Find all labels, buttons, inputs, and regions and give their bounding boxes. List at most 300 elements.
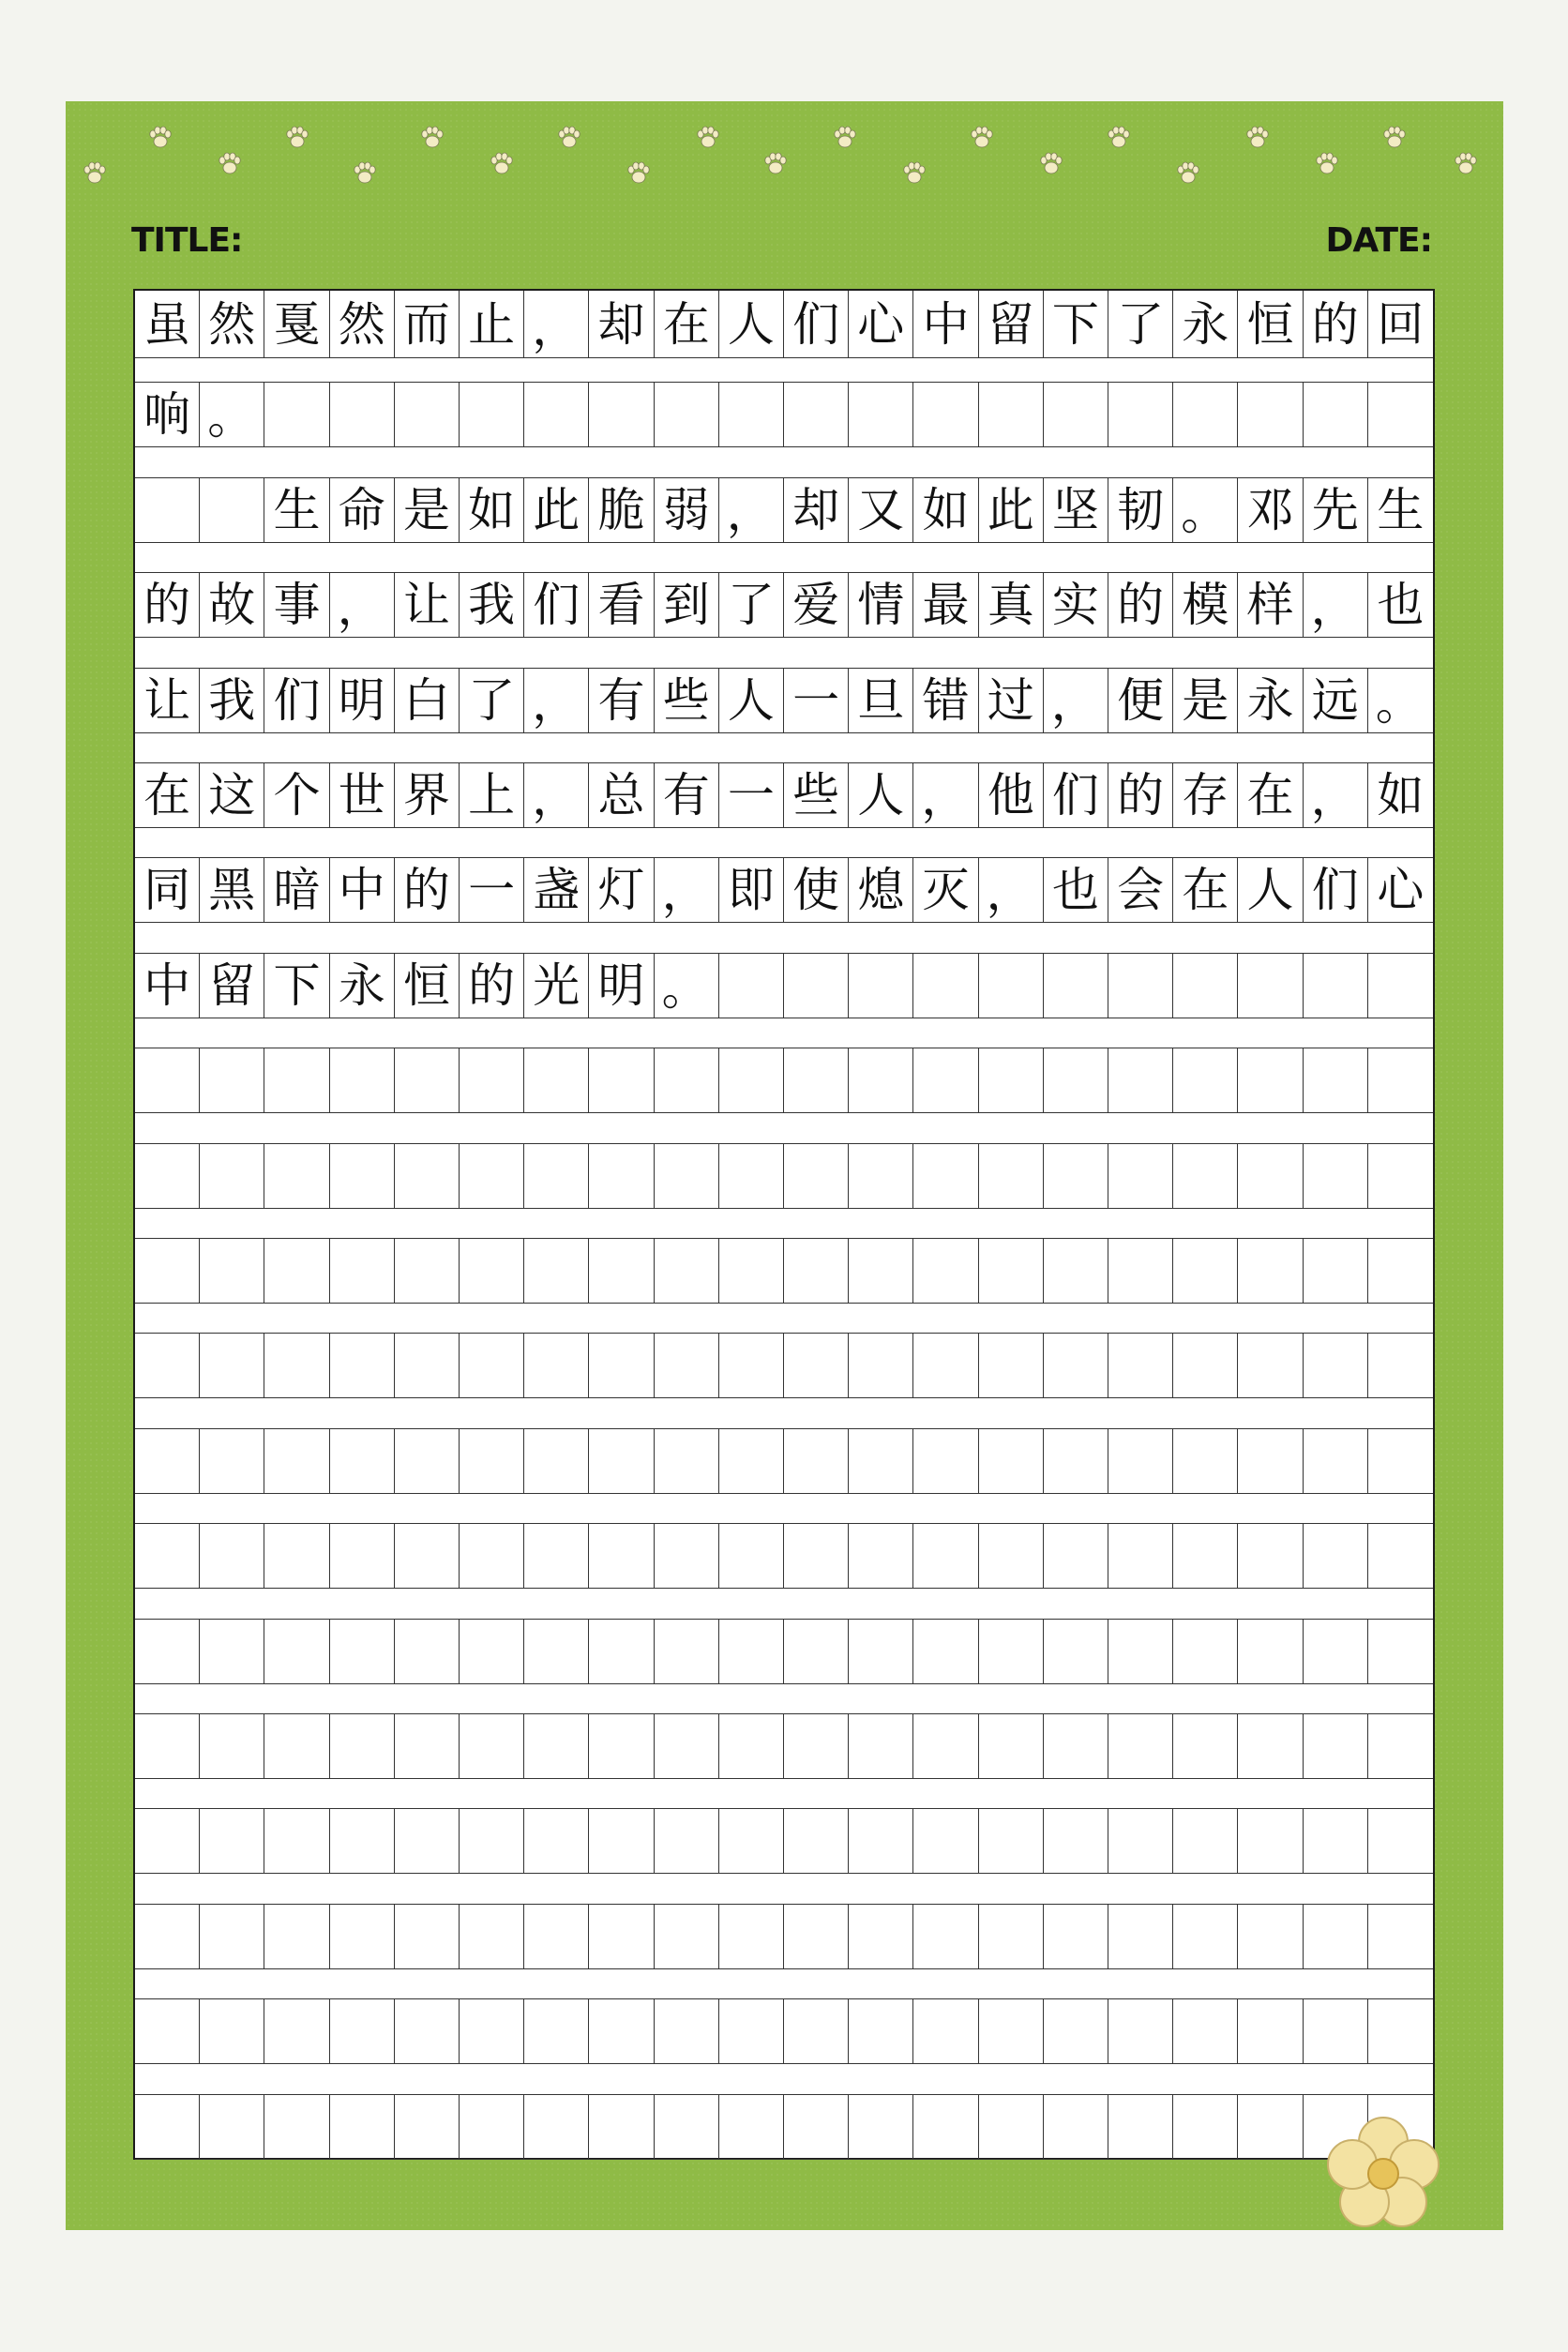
grid-cell (330, 1524, 395, 1588)
grid-cell (264, 1144, 329, 1208)
grid-cell (655, 1714, 719, 1778)
grid-cell (849, 1809, 913, 1873)
grid-cell (395, 1144, 460, 1208)
grid-cell (1368, 1048, 1433, 1112)
grid-cell: 有 (655, 763, 719, 827)
grid-cell (330, 1334, 395, 1397)
grid-cell: 。 (1375, 675, 1423, 731)
grid-cell (1108, 1239, 1173, 1303)
grid-cell (979, 1334, 1044, 1397)
grid-cell: ， (913, 763, 978, 827)
grid-cell (460, 383, 524, 446)
grid-cell (655, 2095, 719, 2159)
grid-cell (719, 1809, 784, 1873)
grid-cell: 明 (330, 669, 395, 732)
grid-cell (524, 1714, 589, 1778)
grid-cell: 们 (524, 573, 589, 637)
grid-cell (1044, 954, 1108, 1018)
grid-cell (524, 383, 589, 446)
grid-cell (589, 1714, 654, 1778)
grid-cell (1173, 1048, 1238, 1112)
grid-cell (200, 1144, 264, 1208)
grid-cell (1173, 1999, 1238, 2063)
grid-cell: 远 (1304, 669, 1368, 732)
grid-cell (135, 1048, 200, 1112)
grid-cell (1368, 954, 1433, 1018)
grid-cell (264, 383, 329, 446)
grid-cell: 让 (135, 669, 200, 732)
grid-row (135, 762, 1433, 828)
grid-cell: 明 (589, 954, 654, 1018)
grid-cell: 们 (1044, 763, 1108, 827)
grid-cell: 在 (135, 763, 200, 827)
grid-cell (200, 1334, 264, 1397)
grid-cell (1368, 1999, 1433, 2063)
grid-cell: 下 (264, 954, 329, 1018)
grid-cell (1108, 1809, 1173, 1873)
grid-cell (460, 1999, 524, 2063)
grid-cell (784, 1524, 849, 1588)
grid-cell (1304, 1048, 1368, 1112)
grid-cell (330, 1144, 395, 1208)
grid-cell (1044, 1239, 1108, 1303)
grid-cell (913, 1144, 978, 1208)
paw-icon (694, 124, 722, 152)
grid-cell (395, 1714, 460, 1778)
grid-cell: 了 (1108, 291, 1173, 357)
grid-cell (979, 954, 1044, 1018)
grid-cell (330, 1620, 395, 1683)
grid-cell (719, 1620, 784, 1683)
grid-cell (1238, 1048, 1303, 1112)
grid-cell: ， (330, 573, 395, 637)
grid-cell: 我 (460, 573, 524, 637)
grid-cell (913, 1239, 978, 1303)
grid-cell: 却 (589, 291, 654, 357)
paw-icon (488, 150, 516, 178)
grid-cell (589, 1524, 654, 1588)
grid-cell: 了 (460, 669, 524, 732)
grid-cell (200, 1999, 264, 2063)
grid-cell: 的 (1304, 291, 1368, 357)
grid-cell: 实 (1044, 573, 1108, 637)
grid-cell (784, 1048, 849, 1112)
grid-row (135, 1048, 1433, 1113)
grid-cell (330, 1239, 395, 1303)
grid-cell (1304, 954, 1368, 1018)
paw-icon (283, 124, 311, 152)
grid-cell (1108, 1714, 1173, 1778)
grid-cell (264, 1334, 329, 1397)
grid-cell (1368, 1809, 1433, 1873)
grid-cell: 的 (135, 573, 200, 637)
grid-cell: 留 (979, 291, 1044, 357)
grid-cell (1173, 1239, 1238, 1303)
grid-row (135, 477, 1433, 543)
grid-cell: 恒 (1238, 291, 1303, 357)
grid-cell: 的 (1108, 573, 1173, 637)
grid-cell (655, 1334, 719, 1397)
grid-cell: 一 (460, 858, 524, 922)
grid-cell (1173, 1714, 1238, 1778)
grid-cell: 生 (1377, 482, 1425, 537)
grid-cell (719, 1239, 784, 1303)
grid-cell (719, 1905, 784, 1968)
grid-cell: 邓 (1238, 478, 1303, 542)
grid-cell (1238, 1999, 1303, 2063)
grid-cell (330, 1429, 395, 1493)
grid-cell (460, 1334, 524, 1397)
grid-cell (979, 1144, 1044, 1208)
grid-cell (1108, 954, 1173, 1018)
grid-cell: 同 (135, 858, 200, 922)
grid-cell: 一 (719, 763, 784, 827)
grid-cell: 便 (1108, 669, 1173, 732)
paw-icon (216, 150, 244, 178)
grid-cell (655, 1524, 719, 1588)
grid-cell: ， (524, 669, 589, 732)
grid-cell: 世 (330, 763, 395, 827)
grid-cell: 坚 (1044, 478, 1108, 542)
grid-cell: 存 (1173, 763, 1238, 827)
grid-cell (1108, 383, 1173, 446)
grid-row (135, 1143, 1433, 1209)
grid-cell (589, 1239, 654, 1303)
grid-row (135, 572, 1433, 638)
grid-cell: 们 (784, 291, 849, 357)
grid-cell: 。 (1173, 478, 1238, 542)
paw-icon (1037, 150, 1065, 178)
grid-row (135, 1904, 1433, 1969)
grid-cell (1238, 1809, 1303, 1873)
grid-cell (395, 1239, 460, 1303)
grid-cell (913, 1048, 978, 1112)
grid-cell (1238, 954, 1303, 1018)
grid-cell: 暗 (264, 858, 329, 922)
grid-cell: 的 (460, 954, 524, 1018)
grid-cell: 会 (1108, 858, 1173, 922)
grid-cell (460, 1714, 524, 1778)
grid-cell (849, 1999, 913, 2063)
grid-cell (395, 1048, 460, 1112)
paw-icon (625, 159, 653, 188)
grid-cell (849, 1334, 913, 1397)
grid-cell: 。 (200, 383, 264, 446)
grid-cell (784, 1620, 849, 1683)
grid-cell (395, 1620, 460, 1683)
grid-cell: 过 (979, 669, 1044, 732)
grid-cell (1173, 1429, 1238, 1493)
grid-cell (524, 1999, 589, 2063)
grid-cell: 也 (1377, 578, 1425, 633)
grid-cell: 看 (589, 573, 654, 637)
grid-cell (849, 1144, 913, 1208)
grid-cell: 永 (1238, 669, 1303, 732)
grid-cell (524, 2095, 589, 2159)
grid-cell (913, 1524, 978, 1588)
grid-cell (1044, 1905, 1108, 1968)
grid-cell (1304, 1999, 1368, 2063)
grid-cell (135, 1239, 200, 1303)
grid-cell (1238, 1334, 1303, 1397)
grid-cell: ， (655, 858, 719, 922)
grid-cell (913, 383, 978, 446)
grid-cell: 中 (135, 954, 200, 1018)
grid-cell (1173, 1620, 1238, 1683)
grid-cell (460, 1905, 524, 1968)
grid-cell (1368, 1620, 1433, 1683)
grid-cell (1108, 1905, 1173, 1968)
grid-cell (589, 1334, 654, 1397)
grid-cell: 此 (524, 478, 589, 542)
grid-cell: ， (719, 478, 784, 542)
grid-cell: 人 (719, 669, 784, 732)
grid-cell (1044, 1144, 1108, 1208)
grid-cell: 上 (460, 763, 524, 827)
grid-cell (135, 1905, 200, 1968)
grid-cell (200, 1620, 264, 1683)
grid-cell (784, 2095, 849, 2159)
grid-row (135, 1713, 1433, 1779)
grid-cell: 灯 (589, 858, 654, 922)
grid-cell (524, 1239, 589, 1303)
grid-cell (330, 1048, 395, 1112)
grid-cell (460, 1620, 524, 1683)
grid-cell: 下 (1044, 291, 1108, 357)
grid-row (135, 668, 1433, 733)
grid-cell (589, 1809, 654, 1873)
grid-cell (655, 1048, 719, 1112)
grid-cell (460, 1048, 524, 1112)
grid-cell (330, 1809, 395, 1873)
grid-cell: ， (979, 858, 1044, 922)
grid-cell (264, 1239, 329, 1303)
paw-icon (1380, 124, 1409, 152)
grid-cell (524, 1048, 589, 1112)
grid-cell: 这 (200, 763, 264, 827)
grid-cell (719, 1144, 784, 1208)
grid-cell (1368, 1524, 1433, 1588)
grid-cell (589, 1048, 654, 1112)
grid-cell (849, 383, 913, 446)
grid-cell: ， (524, 291, 589, 357)
grid-cell: 们 (1304, 858, 1368, 922)
grid-row (135, 1238, 1433, 1304)
grid-cell (1044, 1048, 1108, 1112)
title-label: TITLE: (131, 221, 243, 260)
grid-cell: 事 (264, 573, 329, 637)
grid-cell (719, 1429, 784, 1493)
grid-cell (913, 1714, 978, 1778)
grid-cell (395, 1524, 460, 1588)
grid-cell (135, 1524, 200, 1588)
paw-icon (968, 124, 996, 152)
grid-cell (1304, 1620, 1368, 1683)
grid-cell (1368, 1334, 1433, 1397)
grid-cell: 如 (913, 478, 978, 542)
grid-cell (589, 383, 654, 446)
grid-cell (1108, 1048, 1173, 1112)
grid-cell (1173, 383, 1238, 446)
grid-cell: 白 (395, 669, 460, 732)
grid-cell: 中 (913, 291, 978, 357)
grid-cell (135, 1714, 200, 1778)
grid-cell (330, 2095, 395, 2159)
grid-cell (460, 2095, 524, 2159)
grid-cell (264, 1620, 329, 1683)
grid-cell (395, 1809, 460, 1873)
grid-cell: 生 (264, 478, 329, 542)
grid-cell (849, 1429, 913, 1493)
grid-cell (395, 383, 460, 446)
paw-icon (555, 124, 583, 152)
grid-cell (395, 1429, 460, 1493)
grid-cell (589, 1999, 654, 2063)
paw-icon (418, 124, 446, 152)
grid-cell (264, 1429, 329, 1493)
grid-cell (979, 1239, 1044, 1303)
grid-cell (1044, 1620, 1108, 1683)
grid-cell (1304, 1144, 1368, 1208)
grid-cell: 回 (1377, 296, 1425, 352)
grid-cell: 是 (395, 478, 460, 542)
grid-cell: 弱 (655, 478, 719, 542)
grid-cell (1368, 1429, 1433, 1493)
grid-cell (1044, 383, 1108, 446)
grid-cell (1173, 1334, 1238, 1397)
grid-cell (784, 1714, 849, 1778)
grid-cell (719, 1714, 784, 1778)
grid-cell (135, 1144, 200, 1208)
grid-cell (460, 1809, 524, 1873)
grid-cell (135, 1620, 200, 1683)
grid-cell: 故 (200, 573, 264, 637)
grid-cell: 却 (784, 478, 849, 542)
grid-cell (784, 1999, 849, 2063)
grid-cell (524, 1429, 589, 1493)
grid-cell (395, 1334, 460, 1397)
grid-cell (979, 1999, 1044, 2063)
grid-cell: 在 (1173, 858, 1238, 922)
grid-cell: 他 (979, 763, 1044, 827)
grid-cell (784, 1334, 849, 1397)
grid-cell (1173, 1524, 1238, 1588)
grid-cell (1304, 1524, 1368, 1588)
grid-cell (655, 383, 719, 446)
grid-cell (849, 1048, 913, 1112)
grid-cell: ， (1044, 669, 1108, 732)
grid-cell (1173, 954, 1238, 1018)
grid-cell (200, 1524, 264, 1588)
grid-cell: ， (1304, 573, 1368, 637)
grid-cell: 的 (1108, 763, 1173, 827)
grid-cell (719, 383, 784, 446)
grid-cell: 让 (395, 573, 460, 637)
grid-cell: 错 (913, 669, 978, 732)
grid-cell: 黑 (200, 858, 264, 922)
grid-cell (524, 1334, 589, 1397)
paw-icon (761, 150, 790, 178)
grid-cell (589, 1429, 654, 1493)
grid-cell: 人 (719, 291, 784, 357)
grid-cell (1108, 1334, 1173, 1397)
grid-cell: 中 (330, 858, 395, 922)
grid-cell (1368, 1239, 1433, 1303)
grid-cell (135, 478, 200, 542)
grid-cell (200, 1809, 264, 1873)
grid-cell: 韧 (1108, 478, 1173, 542)
grid-cell (330, 1714, 395, 1778)
grid-cell (784, 954, 849, 1018)
grid-cell: 如 (1377, 768, 1425, 822)
grid-cell (655, 1144, 719, 1208)
paw-icon (900, 159, 928, 188)
grid-cell (719, 1048, 784, 1112)
grid-cell (1044, 1334, 1108, 1397)
grid-cell (849, 1905, 913, 1968)
grid-cell (655, 1620, 719, 1683)
grid-cell (1304, 1334, 1368, 1397)
grid-cell (913, 1620, 978, 1683)
grid-cell (135, 1809, 200, 1873)
grid-cell (264, 2095, 329, 2159)
grid-cell (979, 383, 1044, 446)
grid-cell: ， (524, 763, 589, 827)
grid-cell: 灭 (913, 858, 978, 922)
grid-cell (849, 1620, 913, 1683)
grid-cell: 样 (1238, 573, 1303, 637)
grid-cell: 在 (655, 291, 719, 357)
grid-cell (1304, 1239, 1368, 1303)
grid-cell: ， (1304, 763, 1368, 827)
grid-cell: 们 (264, 669, 329, 732)
grid-row (135, 382, 1433, 447)
grid-cell (1108, 1999, 1173, 2063)
grid-cell (200, 1429, 264, 1493)
grid-cell (655, 1239, 719, 1303)
grid-cell (460, 1239, 524, 1303)
grid-cell (1173, 1809, 1238, 1873)
grid-cell: 界 (395, 763, 460, 827)
grid-cell: 情 (849, 573, 913, 637)
grid-cell (1238, 1429, 1303, 1493)
grid-cell (1173, 1905, 1238, 1968)
grid-cell (913, 1334, 978, 1397)
grid-row (135, 2094, 1433, 2160)
grid-cell: 也 (1044, 858, 1108, 922)
grid-cell: 又 (849, 478, 913, 542)
grid-cell (1238, 1144, 1303, 1208)
grid-cell (1044, 1999, 1108, 2063)
grid-cell (135, 1429, 200, 1493)
grid-cell (1108, 1620, 1173, 1683)
grid-row (135, 1333, 1433, 1398)
grid-cell: 心 (1377, 863, 1425, 918)
grid-cell: 一 (784, 669, 849, 732)
grid-cell (395, 1999, 460, 2063)
grid-cell (1304, 383, 1368, 446)
grid-cell (1108, 1524, 1173, 1588)
grid-cell (784, 1144, 849, 1208)
grid-cell (655, 1429, 719, 1493)
grid-cell (1044, 2095, 1108, 2159)
grid-cell (655, 1809, 719, 1873)
grid-cell: 戛 (264, 291, 329, 357)
grid-cell (1173, 2095, 1238, 2159)
grid-cell (264, 1524, 329, 1588)
grid-cell: 光 (524, 954, 589, 1018)
paw-icon (146, 124, 174, 152)
